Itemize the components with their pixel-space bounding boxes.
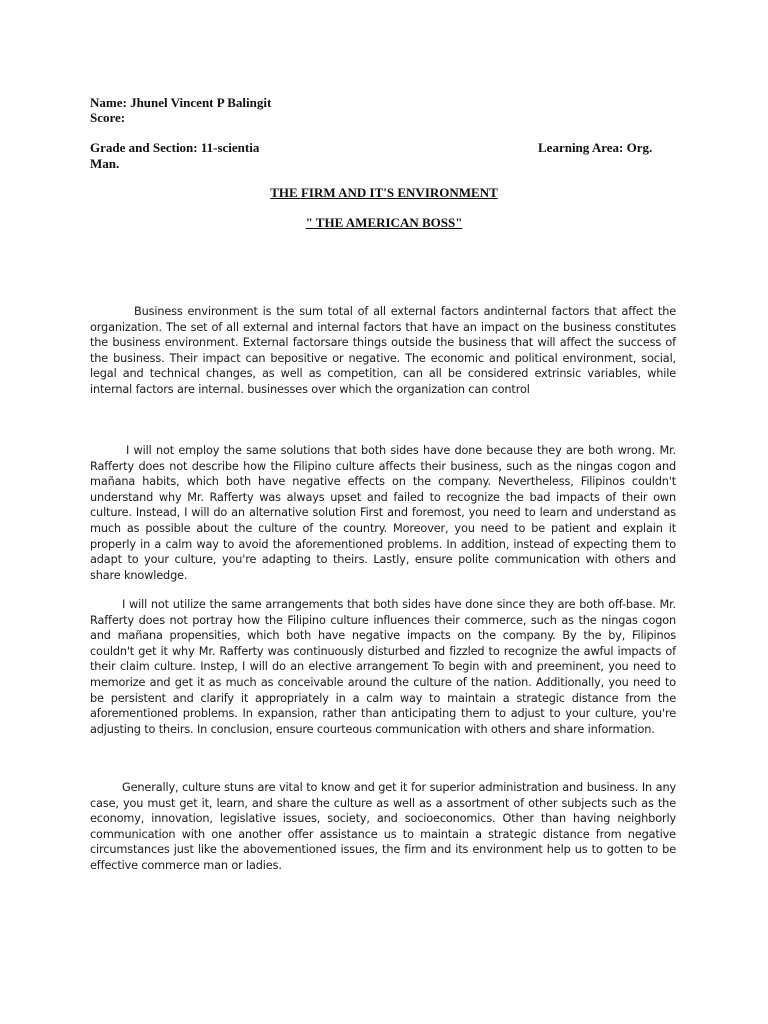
paragraph-business-environment: Business environment is the sum total of all external factors andinternal factors that affect the organization. The set of all external and internal factors that have an impact on the business constitutes the business environment. External factorsare things outside the business that will affect the success of the business. Their impact can bepositive or negative. The economic and political environment, social, legal and technical changes, as well as competition, can all be considered extrinsic variables, while internal factors are internal. businesses over which the organization can control: [90, 305, 676, 396]
document-title: THE FIRM AND IT'S ENVIRONMENT: [270, 185, 498, 200]
score-label: Score:: [90, 110, 126, 125]
grade-section: Grade and Section: 11-scientia: [90, 140, 260, 155]
learning-area-continued: Man.: [90, 156, 120, 171]
document-subtitle: " THE AMERICAN BOSS": [305, 215, 463, 230]
student-name: Name: Jhunel Vincent P Balingit: [90, 95, 272, 110]
paragraph-conclusion: Generally, culture stuns are vital to know and get it for superior administration and business. In any case, you must get it, learn, and share the culture as well as a assortment of other subjects such as the economy, innovation, legislative issues, society, and socioeconomics. Other than having neighborly communication with one another offer assistance us to maintain a strategic distance from negative circumstances just like the abovementioned issues, the firm and its environment help us to gotten to be effective commerce man or ladies.: [90, 781, 676, 872]
paragraph-arrangement: I will not utilize the same arrangements that both sides have done since they are both off-base. Mr. Rafferty does not portray how the Filipino culture influences their commerce, such as the ningas cogon and mañana propensities, which both have negative impacts on the company. By the by, Filipinos couldn't get it why Mr. Rafferty was continuously disturbed and fizzled to recognize the awful impacts of their claim culture. Instep, I will do an elective arrangement To begin with and preeminent, you need to memorize and get it as much as conceivable around the culture of the nation. Additionally, you need to be persistent and clarify it appropriately in a calm way to maintain a strategic distance from the aforementioned problems. In expansion, rather than anticipating them to adjust to your culture, you're adjusting to theirs. In conclusion, ensure courteous communication with others and share information.: [90, 598, 676, 736]
learning-area: Learning Area: Org.: [538, 140, 653, 155]
paragraph-solution: I will not employ the same solutions that both sides have done because they are both wrong. Mr. Rafferty does not describe how the Filipino culture affects their business, such as the ningas cogon and mañana habits, which both have negative effects on the company. Nevertheless, Filipinos couldn't understand why Mr. Rafferty was always upset and failed to recognize the bad impacts of their own culture. Instead, I will do an alternative solution First and foremost, you need to learn and understand as much as possible about the culture of the country. Moreover, you need to be patient and explain it properly in a calm way to avoid the aforementioned problems. In addition, instead of expecting them to adapt to your culture, you're adapting to theirs. Lastly, ensure polite communication with others and share knowledge.: [90, 444, 676, 582]
